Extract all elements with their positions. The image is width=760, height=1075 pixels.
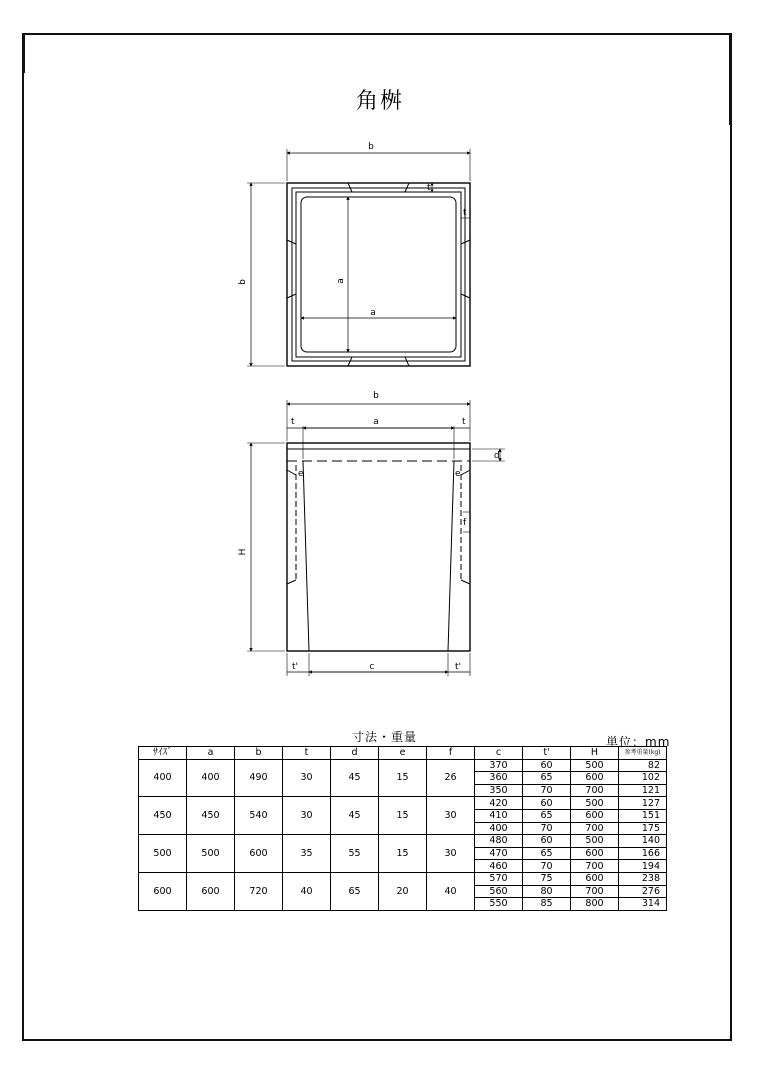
cell-size: 600: [139, 872, 187, 910]
label-e-left: e: [298, 469, 304, 479]
cell-f: 30: [427, 835, 475, 873]
cell-b: 490: [235, 759, 283, 797]
label-t-top: t: [427, 183, 431, 193]
header-H: H: [571, 747, 619, 760]
header-size: ｻｲｽﾞ: [139, 747, 187, 760]
cell-t: 30: [283, 759, 331, 797]
cell-tp: 65: [523, 847, 571, 860]
cell-tp: 70: [523, 822, 571, 835]
cell-weight: 175: [619, 822, 667, 835]
cell-c: 400: [475, 822, 523, 835]
cell-weight: 238: [619, 872, 667, 885]
label-H: H: [238, 548, 248, 556]
label-side-t-left: t: [291, 417, 295, 427]
header-t: t: [283, 747, 331, 760]
table-row: [139, 835, 667, 848]
cell-weight: 140: [619, 835, 667, 848]
header-a: a: [187, 747, 235, 760]
cell-e: 15: [379, 835, 427, 873]
cell-H: 500: [571, 759, 619, 772]
cell-b: 600: [235, 835, 283, 873]
inner-opening: [301, 197, 456, 352]
table-row: [139, 759, 667, 772]
label-c: c: [369, 662, 375, 672]
cell-c: 410: [475, 809, 523, 822]
cell-H: 700: [571, 885, 619, 898]
cell-e: 20: [379, 872, 427, 910]
cell-weight: 82: [619, 759, 667, 772]
cell-tp: 65: [523, 772, 571, 785]
cell-d: 65: [331, 872, 379, 910]
outer-square: [287, 183, 470, 366]
header-weight: 参考重量(kg): [619, 747, 667, 760]
cell-t: 40: [283, 872, 331, 910]
cell-tp: 60: [523, 835, 571, 848]
cell-H: 500: [571, 835, 619, 848]
top-view: [247, 149, 470, 366]
cell-t: 35: [283, 835, 331, 873]
label-d: d: [494, 451, 500, 461]
cell-a: 500: [187, 835, 235, 873]
cell-tp: 70: [523, 784, 571, 797]
cell-c: 560: [475, 885, 523, 898]
side-outline: [287, 443, 470, 651]
cell-weight: 102: [619, 772, 667, 785]
cell-d: 45: [331, 797, 379, 835]
label-tp-right: t': [455, 662, 462, 672]
cell-weight: 166: [619, 847, 667, 860]
cell-H: 600: [571, 809, 619, 822]
cell-c: 570: [475, 872, 523, 885]
header-tp: t': [523, 747, 571, 760]
cell-f: 40: [427, 872, 475, 910]
cell-a: 600: [187, 872, 235, 910]
unit-label: 単位：mm: [606, 735, 671, 749]
label-b-left: b: [238, 279, 248, 285]
cell-H: 600: [571, 872, 619, 885]
cell-tp: 75: [523, 872, 571, 885]
cell-tp: 85: [523, 898, 571, 911]
cell-H: 600: [571, 847, 619, 860]
cell-H: 700: [571, 784, 619, 797]
cell-weight: 276: [619, 885, 667, 898]
label-side-t-right: t: [462, 417, 466, 427]
cell-f: 30: [427, 797, 475, 835]
cell-tp: 60: [523, 797, 571, 810]
cell-c: 420: [475, 797, 523, 810]
cell-e: 15: [379, 759, 427, 797]
rim-line: [292, 188, 465, 361]
spec-table: [138, 746, 667, 911]
side-view: [247, 400, 505, 676]
cell-c: 360: [475, 772, 523, 785]
cell-tp: 70: [523, 860, 571, 873]
cell-f: 26: [427, 759, 475, 797]
cell-tp: 60: [523, 759, 571, 772]
label-a-vertical: a: [336, 278, 346, 284]
cell-H: 700: [571, 822, 619, 835]
cell-b: 720: [235, 872, 283, 910]
cell-c: 470: [475, 847, 523, 860]
label-e-right: e: [455, 469, 461, 479]
header-d: d: [331, 747, 379, 760]
label-t-right: t: [463, 208, 467, 218]
cell-weight: 121: [619, 784, 667, 797]
page-title: 角桝: [355, 89, 404, 114]
cell-weight: 194: [619, 860, 667, 873]
cell-H: 500: [571, 797, 619, 810]
label-tp-left: t': [292, 662, 299, 672]
cell-t: 30: [283, 797, 331, 835]
cell-weight: 314: [619, 898, 667, 911]
cell-d: 55: [331, 835, 379, 873]
cell-weight: 127: [619, 797, 667, 810]
table-header-row: [139, 747, 667, 760]
label-side-a: a: [373, 417, 379, 427]
table-row: [139, 872, 667, 885]
side-view-labels: [238, 391, 500, 672]
table-row: [139, 797, 667, 810]
cell-c: 370: [475, 759, 523, 772]
header-b: b: [235, 747, 283, 760]
cell-tp: 65: [523, 809, 571, 822]
label-a-horizontal: a: [370, 308, 376, 318]
header-c: c: [475, 747, 523, 760]
cell-size: 450: [139, 797, 187, 835]
top-view-labels: [238, 142, 467, 318]
label-side-b: b: [373, 391, 379, 401]
cell-c: 350: [475, 784, 523, 797]
cell-d: 45: [331, 759, 379, 797]
cell-H: 800: [571, 898, 619, 911]
cell-size: 400: [139, 759, 187, 797]
cell-b: 540: [235, 797, 283, 835]
cell-c: 550: [475, 898, 523, 911]
label-f: f: [463, 518, 467, 528]
cell-e: 15: [379, 797, 427, 835]
wall-line: [296, 192, 461, 357]
cell-c: 480: [475, 835, 523, 848]
header-f: f: [427, 747, 475, 760]
cell-tp: 80: [523, 885, 571, 898]
cell-a: 450: [187, 797, 235, 835]
cell-a: 400: [187, 759, 235, 797]
cell-weight: 151: [619, 809, 667, 822]
cell-H: 700: [571, 860, 619, 873]
cell-size: 500: [139, 835, 187, 873]
cell-H: 600: [571, 772, 619, 785]
table-title: 寸法・重量: [352, 730, 418, 744]
label-b-top: b: [368, 142, 374, 152]
header-e: e: [379, 747, 427, 760]
cell-c: 460: [475, 860, 523, 873]
